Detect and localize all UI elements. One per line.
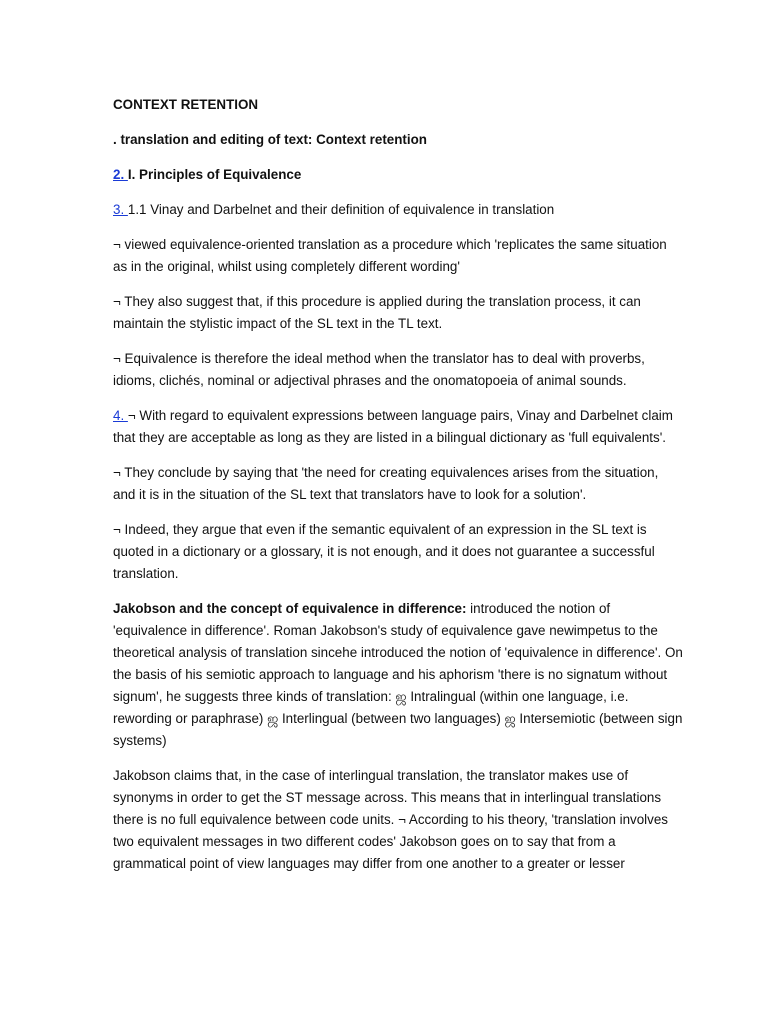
paragraph-suggest: ¬ They also suggest that, if this procedure is applied during the translation process, it can maintain the stylistic impact of the SL text in the TL text. [113,294,641,331]
item-4-link[interactable]: 4. [113,408,128,423]
jakobson-text: introduced the notion of 'equivalence in difference'. Roman Jakobson's study of equivalence gave newimpetus to the theoretical analysis of translation sincehe introduced the notion of 'equivalence in difference'. On the basis of his semiotic approach to language and his aphorism 'there is no signatum without signum', he suggests three kinds of translation: ஜ Intralingual (within one language, i.e. rewording or paraphrase) ஜ Interlingual (between two languages) ஜ Intersemiotic (between sign systems) [113,601,683,748]
paragraph-ideal-method: ¬ Equivalence is therefore the ideal method when the translator has to deal with proverbs, idioms, clichés, nominal or adjectival phrases and the onomatopoeia of animal sounds. [113,351,645,388]
item-2-text: I. Principles of Equivalence [127,167,302,182]
document-heading: CONTEXT RETENTION [113,97,259,112]
item-3-text: 1.1 Vinay and Darbelnet and their definition of equivalence in translation [127,202,555,217]
paragraph-viewed: ¬ viewed equivalence-oriented translation as a procedure which 'replicates the same situation as in the original, whilst using completely different wording' [113,237,667,274]
paragraph-jakobson-claims: Jakobson claims that, in the case of interlingual translation, the translator makes use of synonyms in order to get the ST message across. This means that in interlingual translations there is no full equivalence between code units. ¬ According to his theory, 'translation involves two equivalent messages in two different codes' Jakobson goes on to say that from a grammatical point of view languages may differ from one another to a greater or lesser [113,768,668,871]
paragraph-conclude: ¬ They conclude by saying that 'the need for creating equivalences arises from the situation, and it is in the situation of the SL text that translators have to look for a solution'. [113,465,659,502]
jakobson-heading: Jakobson and the concept of equivalence in difference: [113,601,467,616]
item-4-text: ¬ With regard to equivalent expressions between language pairs, Vinay and Darbelnet claim that they are acceptable as long as they are listed in a bilingual dictionary as 'full equivalents'. [113,408,673,445]
item-2-link[interactable]: 2. [113,167,128,182]
paragraph-jakobson [113,598,683,752]
document-subheading: . translation and editing of text: Context retention [113,132,427,147]
section-principles [113,164,683,186]
section-vinay [113,199,683,221]
item-3-link[interactable]: 3. [113,202,128,217]
section-equivalent-expressions [113,405,683,449]
document-page [113,94,683,888]
paragraph-argue: ¬ Indeed, they argue that even if the semantic equivalent of an expression in the SL text is quoted in a dictionary or a glossary, it is not enough, and it does not guarantee a successful translation. [113,522,655,581]
